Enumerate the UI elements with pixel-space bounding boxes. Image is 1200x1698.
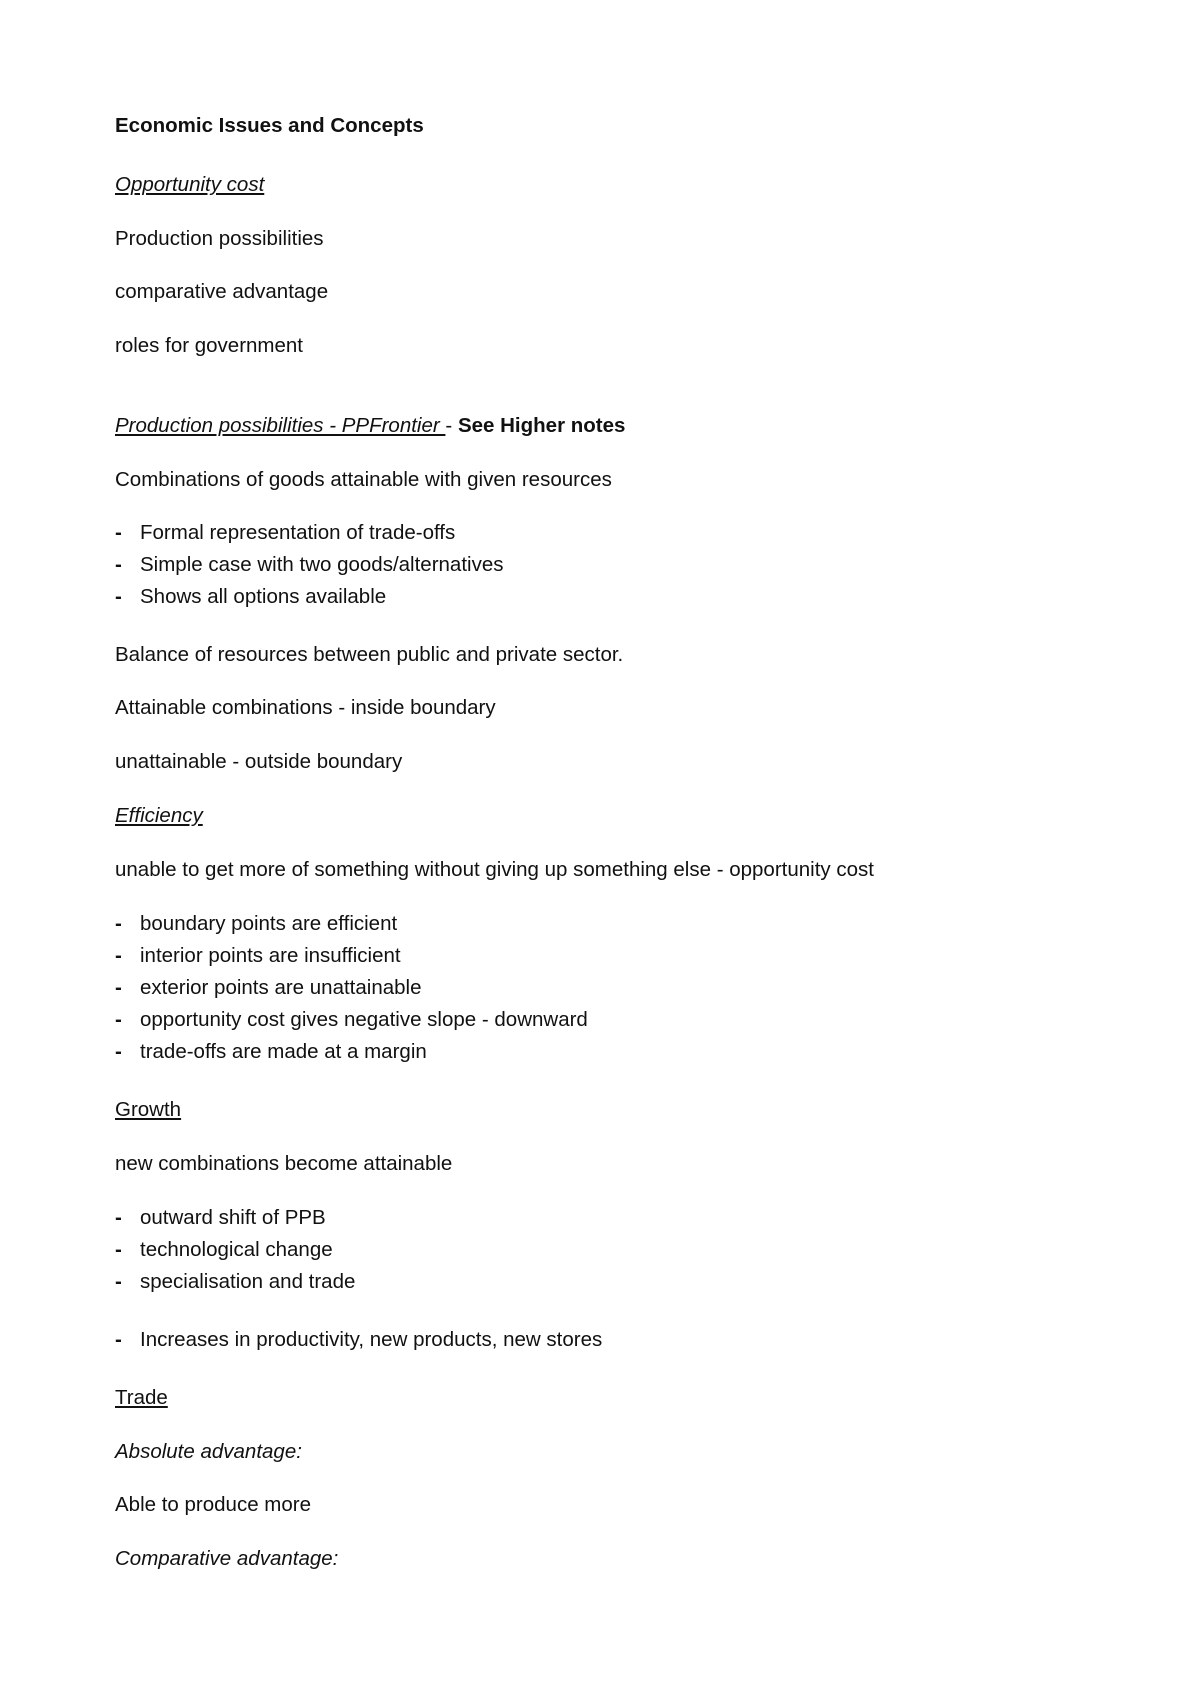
ppf-heading-separator: - (445, 414, 458, 437)
ppf-definition: Combinations of goods attainable with given resources (115, 468, 612, 491)
list-item (115, 1269, 355, 1295)
balance-text: Balance of resources between public and private sector. (115, 643, 624, 666)
intro-item: roles for government (115, 334, 304, 357)
unattainable-text: unattainable - outside boundary (115, 750, 403, 773)
list-item (115, 1327, 602, 1353)
bullet-marker: - (115, 1008, 122, 1031)
bullet-marker: - (115, 976, 122, 999)
efficiency-definition: unable to get more of something without giving up something else - opportunity cost (115, 858, 874, 881)
list-item-text: interior points are insufficient (140, 944, 401, 967)
bullet-marker: - (115, 1040, 122, 1063)
intro-item: comparative advantage (115, 280, 329, 303)
bullet-marker: - (115, 1206, 122, 1229)
list-item (115, 552, 504, 578)
bullet-marker: - (115, 521, 122, 544)
absolute-advantage-text: Able to produce more (115, 1493, 312, 1516)
heading-efficiency: Efficiency (115, 804, 203, 827)
ppf-heading-text: Production possibilities - PPFrontier (115, 414, 446, 437)
heading-growth: Growth (115, 1098, 182, 1121)
attainable-text: Attainable combinations - inside boundary (115, 696, 496, 719)
list-item-text: Simple case with two goods/alternatives (140, 553, 504, 576)
list-item-text: outward shift of PPB (140, 1206, 326, 1229)
list-item-text: specialisation and trade (140, 1270, 356, 1293)
list-item (115, 911, 397, 937)
ppf-heading-note: See Higher notes (457, 414, 626, 437)
list-item-text: opportunity cost gives negative slope - downward (140, 1008, 588, 1031)
list-item-text: Shows all options available (140, 585, 387, 608)
bullet-marker: - (115, 912, 122, 935)
list-item-text: technological change (140, 1238, 333, 1261)
bullet-marker: - (115, 553, 122, 576)
growth-definition: new combinations become attainable (115, 1152, 453, 1175)
list-item-text: boundary points are efficient (140, 912, 398, 935)
bullet-marker: - (115, 944, 122, 967)
heading-production-possibilities (115, 413, 625, 439)
bullet-marker: - (115, 1270, 122, 1293)
bullet-marker: - (115, 585, 122, 608)
list-item-text: trade-offs are made at a margin (140, 1040, 427, 1063)
document-title: Economic Issues and Concepts (115, 114, 424, 137)
list-item-text: Increases in productivity, new products, new stores (140, 1328, 603, 1351)
list-item-text: Formal representation of trade-offs (140, 521, 456, 544)
heading-absolute-advantage: Absolute advantage: (115, 1440, 302, 1463)
list-item (115, 943, 401, 969)
bullet-marker: - (115, 1328, 122, 1351)
list-item-text: exterior points are unattainable (140, 976, 422, 999)
bullet-marker: - (115, 1238, 122, 1261)
list-item (115, 1237, 333, 1263)
list-item (115, 975, 422, 1001)
list-item (115, 1205, 326, 1231)
list-item (115, 1007, 588, 1033)
list-item (115, 584, 386, 610)
list-item (115, 1039, 427, 1065)
heading-opportunity-cost: Opportunity cost (115, 173, 265, 196)
intro-item: Production possibilities (115, 227, 324, 250)
heading-trade: Trade (115, 1386, 168, 1409)
list-item (115, 520, 455, 546)
heading-comparative-advantage: Comparative advantage: (115, 1547, 339, 1570)
